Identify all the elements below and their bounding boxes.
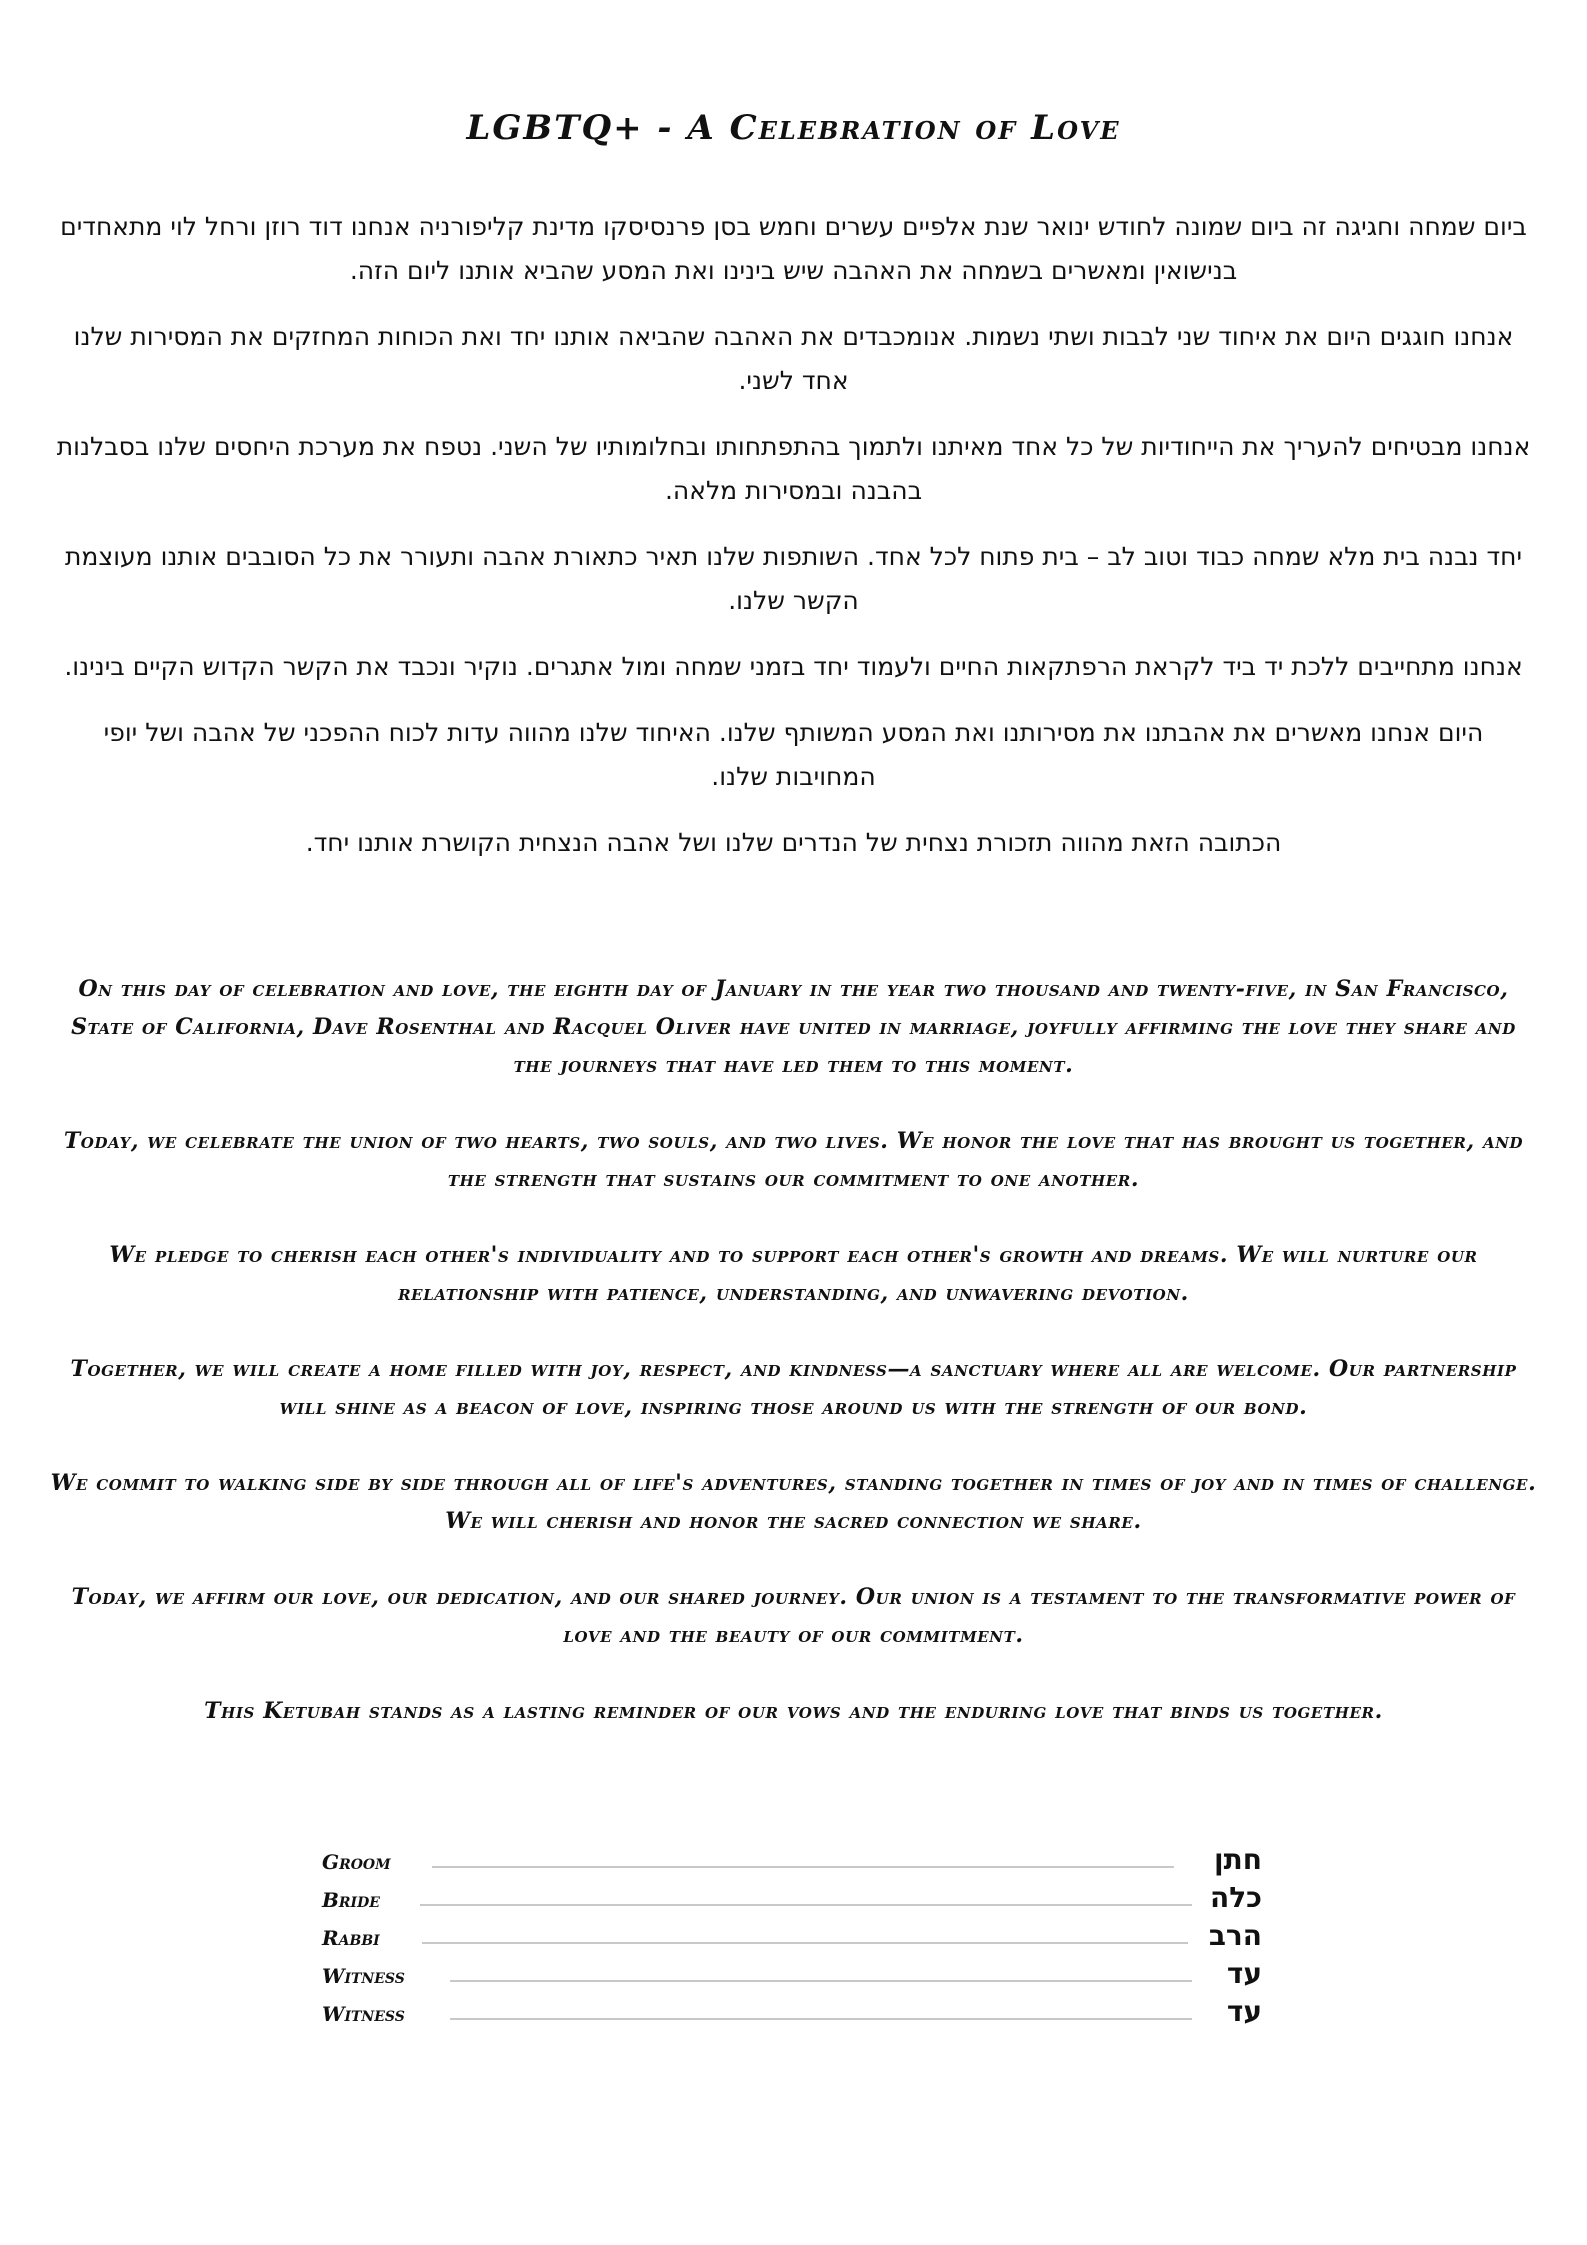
hebrew-paragraph: היום אנחנו מאשרים את אהבתנו את מסירותנו ואת המסע המשותף שלנו. האיחוד שלנו מהווה עדות לכוח ההפכני של אהבה ושל יופי המחויבות שלנו. (103, 718, 1484, 791)
signature-label: Groom (322, 1850, 391, 1874)
english-paragraph: Today, we celebrate the union of two hearts, two souls, and two lives. We honor the love that has brought us together, and the strength that sustains our commitment to one another. (63, 1128, 1524, 1192)
signature-label: Witness (322, 1964, 405, 1988)
signature-section (322, 1838, 1262, 2028)
english-paragraph: This Ketubah stands as a lasting reminder of our vows and the enduring love that binds us together. (204, 1698, 1383, 1724)
signature-row-bride (322, 1876, 1262, 1914)
signature-label: Bride (322, 1888, 380, 1912)
hebrew-text-section (50, 205, 1537, 887)
hebrew-paragraph: אנחנו חוגגים היום את איחוד שני לבבות ושתי נשמות. אנומכבדים את האהבה שהביאה אותנו יחד ואת הכוחות המחזקים את המסירות שלנו אחד לשני. (73, 322, 1514, 395)
signature-label: Rabbi (322, 1926, 380, 1950)
signature-hebrew-label: עד (1226, 1995, 1262, 2028)
signature-label: Witness (322, 2002, 405, 2026)
english-paragraph: Together, we will create a home filled with joy, respect, and kindness—a sanctuary where all are welcome. Our partnership will shine as a beacon of love, inspiring those around us with the strength of our bond. (70, 1356, 1517, 1420)
signature-line-groom[interactable] (432, 1866, 1174, 1868)
signature-hebrew-label: כלה (1209, 1881, 1262, 1914)
english-paragraph: We pledge to cherish each other's individuality and to support each other's growth and dreams. We will nurture our relationship with patience, understanding, and unwavering devotion. (109, 1242, 1478, 1306)
signature-line-rabbi[interactable] (422, 1942, 1188, 1944)
hebrew-paragraph: הכתובה הזאת מהווה תזכורת נצחית של הנדרים שלנו ושל אהבה הנצחית הקושרת אותנו יחד. (305, 828, 1282, 857)
hebrew-paragraph: אנחנו מבטיחים להעריך את הייחודיות של כל אחד מאיתנו ולתמוך בהתפתחותו ובחלומותיו של השני. נטפח את מערכת היחסים שלנו בסבלנות בהבנה ובמסירות מלאה. (56, 432, 1531, 505)
signature-hebrew-label: עד (1226, 1957, 1262, 1990)
page-title: LGBTQ+ - A Celebration of Love (466, 108, 1121, 148)
hebrew-paragraph: ביום שמחה וחגיגה זה ביום שמונה לחודש ינואר שנת אלפיים עשרים וחמש בסן פרנסיסקו מדינת קליפורניה אנחנו דוד רוזן ורחל לוי מתאחדים בנישואין ומאשרים בשמחה את האהבה שיש בינינו ואת המסע שהביא אותנו ליום הזה. (60, 212, 1527, 285)
english-paragraph: On this day of celebration and love, the eighth day of January in the year two thousand and twenty-five, in San Francisco, State of California, Dave Rosenthal and Racquel Oliver have united in marriage, joyfully affirming the love they share and the journeys that have led them to this moment. (71, 976, 1516, 1078)
signature-row-rabbi (322, 1914, 1262, 1952)
english-paragraph: We commit to walking side by side through all of life's adventures, standing together in times of joy and in times of challenge. We will cherish and honor the sacred connection we share. (50, 1470, 1537, 1534)
signature-line-witness-2[interactable] (450, 2018, 1192, 2020)
signature-row-witness-1 (322, 1952, 1262, 1990)
signature-hebrew-label: חתן (1214, 1843, 1262, 1876)
english-paragraph: Today, we affirm our love, our dedication, and our shared journey. Our union is a testament to the transformative power of love and the beauty of our commitment. (71, 1584, 1516, 1648)
signature-line-witness-1[interactable] (450, 1980, 1192, 1982)
hebrew-paragraph: אנחנו מתחייבים ללכת יד ביד לקראת הרפתקאות החיים ולעמוד יחד בזמני שמחה ומול אתגרים. נוקיר ונכבד את הקשר הקדוש הקיים בינינו. (64, 652, 1523, 681)
signature-row-witness-2 (322, 1990, 1262, 2028)
signature-row-groom (322, 1838, 1262, 1876)
signature-line-bride[interactable] (420, 1904, 1192, 1906)
signature-hebrew-label: הרב (1208, 1919, 1262, 1952)
english-text-section (50, 970, 1537, 1768)
hebrew-paragraph: יחד נבנה בית מלא שמחה כבוד וטוב לב – בית פתוח לכל אחד. השותפות שלנו תאיר כתאורת אהבה ותעורר את כל הסובבים אותנו מעוצמת הקשר שלנו. (64, 542, 1523, 615)
